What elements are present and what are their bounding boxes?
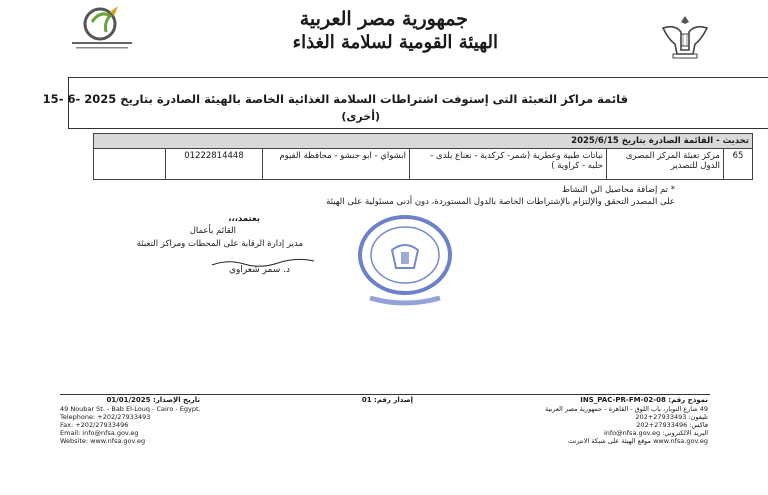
document-subtitle: (أخرى) bbox=[341, 110, 380, 123]
footer-en-phone: Telephone: +202/27933493 bbox=[60, 413, 151, 421]
footer-ar-address: 49 شارع النوبار، باب اللوق - القاهرة - جمهورية مصر العربية bbox=[545, 405, 708, 413]
footer-ar-website: www.nfsa.gov.eg موقع الهيئة على شبكة الانترنت bbox=[568, 437, 708, 445]
update-label: تحديث - القائمة الصادرة بتاريخ 2025/6/15 bbox=[94, 134, 753, 149]
footer-divider bbox=[60, 394, 710, 395]
update-row bbox=[94, 134, 753, 149]
document-title: قائمة مراكز التعبئة التى إستوفت اشتراطات السلامة الغذائية الخاصة بالهيئة الصادرة بتاريخ 2025 -6 -15 bbox=[42, 92, 628, 106]
center-products: نباتات طبية وعطرية (شمر- كركدية - نعناع بلدى - حلبه - كراوية ) bbox=[410, 149, 607, 180]
official-seal-icon bbox=[350, 210, 460, 310]
signature-approved: يعتمد،،، bbox=[228, 214, 260, 224]
footer-en-fax: Fax: +202/27933496 bbox=[60, 421, 129, 429]
signature-department: مدير إدارة الرقابة على المحطات ومراكز التعبئة bbox=[136, 239, 303, 249]
signature-role: القائم بأعمال bbox=[189, 226, 236, 236]
footer-en-email: Email: info@nfsa.gov.eg bbox=[60, 429, 139, 437]
note-responsibility: على المصدر التحقق والإلتزام بالإشتراطات الخاصة بالدول المستوردة، دون أدنى مسئولية على الهيئة bbox=[326, 197, 675, 207]
note-added-crops: * تم إضافة محاصيل الي النشاط bbox=[561, 185, 675, 195]
footer-form-number: نموذج رقم: INS_PAC-PR-FM-02-08 bbox=[580, 396, 708, 404]
table-row bbox=[94, 149, 753, 180]
footer-ar-fax: فاكس: 27933496+202 bbox=[636, 421, 708, 429]
nfsa-logo-icon bbox=[62, 2, 142, 54]
footer-en-address: 49 Noubar St. - Bab El-Louq - Cairo - Egypt. bbox=[60, 405, 201, 413]
centers-table bbox=[93, 133, 753, 180]
footer-issue-date: تاريخ الإصدار: 01/01/2025 bbox=[106, 396, 200, 404]
footer-issue-number: إصدار رقم: 01 bbox=[361, 396, 413, 404]
egypt-eagle-icon bbox=[655, 10, 715, 60]
header-authority: الهيئة القومية لسلامة الغذاء bbox=[292, 32, 498, 53]
footer-en-website: Website: www.nfsa.gov.eg bbox=[60, 437, 146, 445]
header-country: جمهورية مصر العربية bbox=[299, 8, 468, 30]
row-number: 65 bbox=[724, 149, 753, 180]
footer-ar-phone: تليفون: 27933493+202 bbox=[635, 413, 708, 421]
signature-name: د. سمر شعراوي bbox=[228, 265, 290, 275]
center-address: ابشواي - ابو جنشو - محافظة الفيوم bbox=[263, 149, 410, 180]
center-name: مركز تعبئة المركز المصرى الدول للتصدير bbox=[607, 149, 724, 180]
footer-ar-email: البريد الالكتروني: info@nfsa.gov.eg bbox=[603, 429, 708, 437]
empty-cell bbox=[94, 149, 166, 180]
center-phone: 01222814448 bbox=[166, 149, 263, 180]
